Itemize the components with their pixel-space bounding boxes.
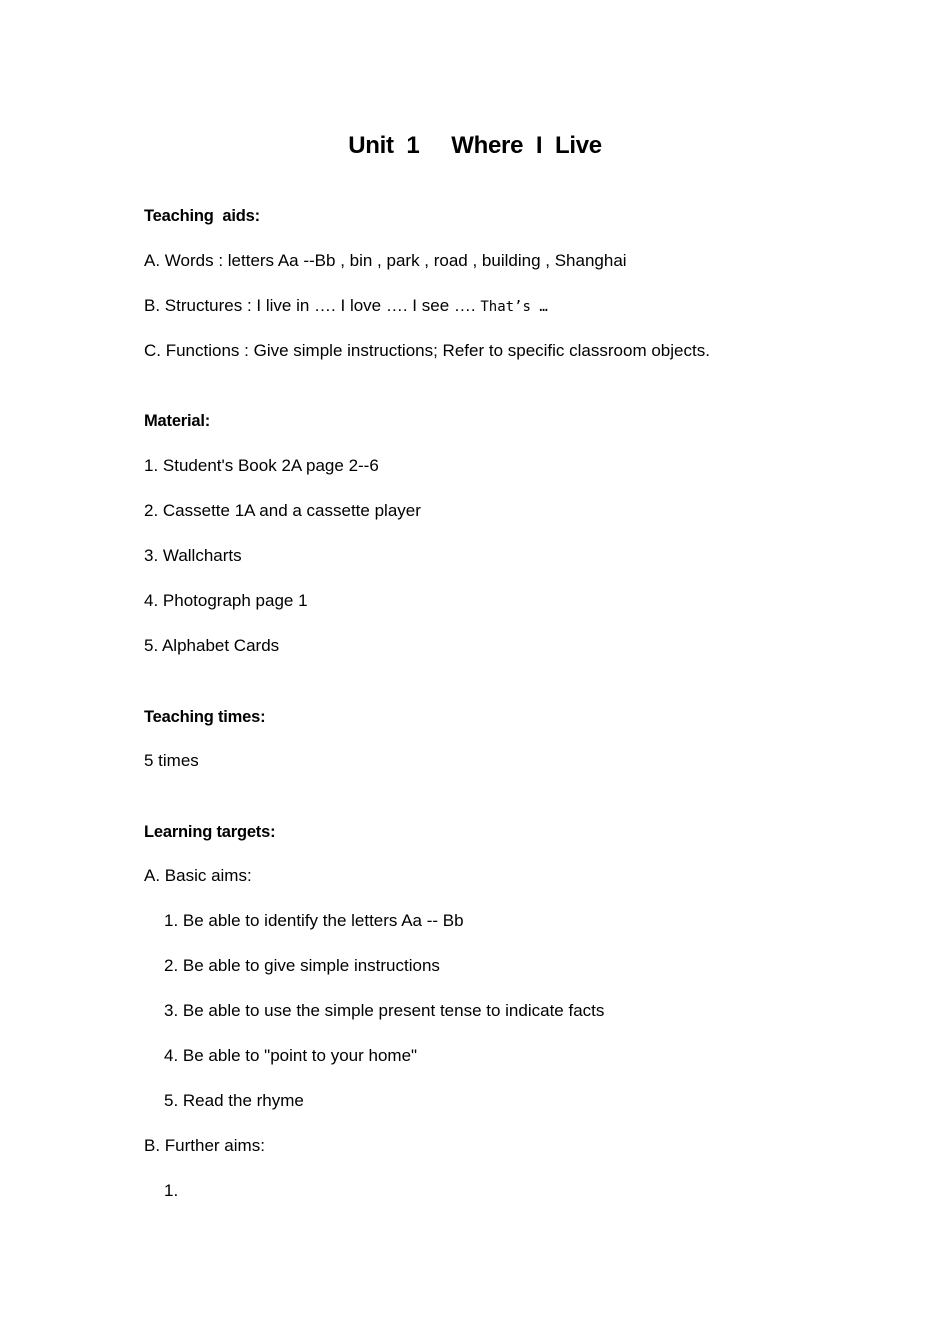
material-item: 1. Student's Book 2A page 2--6 bbox=[144, 456, 379, 475]
basic-aim-item: 3. Be able to use the simple present tense to indicate facts bbox=[164, 1001, 605, 1020]
learning-targets-heading: Learning targets: bbox=[144, 823, 276, 841]
basic-aim-item: 2. Be able to give simple instructions bbox=[164, 956, 440, 975]
teaching-times-heading: Teaching times: bbox=[144, 708, 266, 726]
further-aims-heading: B. Further aims: bbox=[144, 1136, 265, 1155]
basic-aim-item: 4. Be able to "point to your home" bbox=[164, 1046, 418, 1065]
material-item: 3. Wallcharts bbox=[144, 546, 242, 565]
material-item: 4. Photograph page 1 bbox=[144, 591, 308, 610]
structures-text: B. Structures : I live in …. I love …. I see …. bbox=[144, 296, 481, 315]
further-aim-item: 1. bbox=[164, 1181, 179, 1200]
basic-aim-item: 5. Read the rhyme bbox=[164, 1091, 304, 1110]
teaching-aids-words: A. Words : letters Aa --Bb , bin , park , road , building , Shanghai bbox=[144, 251, 627, 270]
material-heading: Material: bbox=[144, 412, 211, 430]
teaching-aids-heading: Teaching aids: bbox=[144, 207, 260, 225]
structures-thats-text: That’s … bbox=[480, 299, 548, 315]
basic-aim-item: 1. Be able to identify the letters Aa -- Bb bbox=[164, 911, 464, 930]
basic-aims-heading: A. Basic aims: bbox=[144, 866, 252, 885]
teaching-times-value: 5 times bbox=[144, 751, 199, 770]
material-item: 2. Cassette 1A and a cassette player bbox=[144, 501, 421, 520]
teaching-aids-functions: C. Functions : Give simple instructions; Refer to specific classroom objects. bbox=[144, 341, 710, 360]
teaching-aids-structures bbox=[144, 295, 548, 318]
page-title: Unit 1 Where I Live bbox=[348, 132, 602, 159]
material-item: 5. Alphabet Cards bbox=[144, 636, 280, 655]
